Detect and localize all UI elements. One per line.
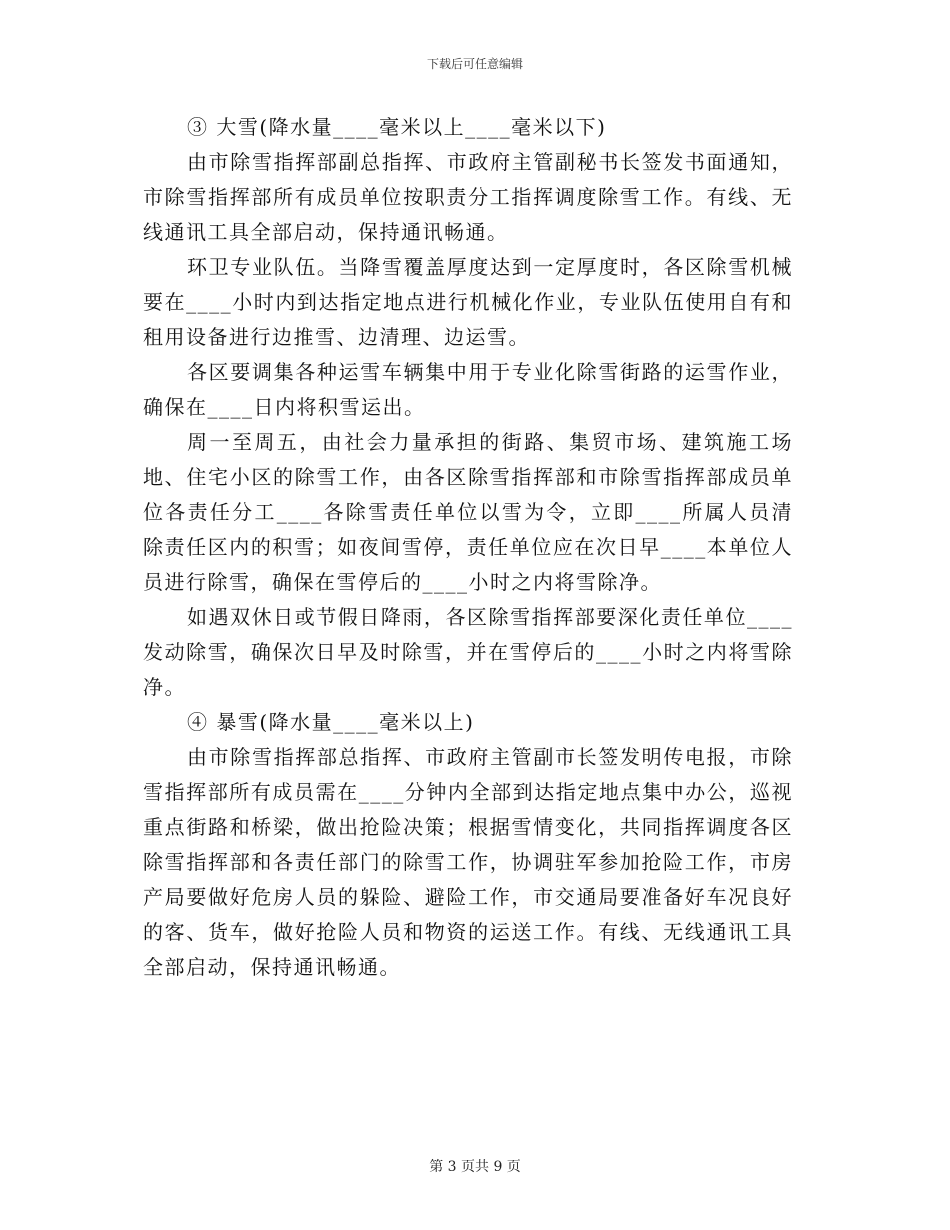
paragraph: 周一至周五，由社会力量承担的街路、集贸市场、建筑施工场地、住宅小区的除雪工作，由各区除雪指挥部和市除雪指挥部成员单位各责任分工____各除雪责任单位以雪为令，立即____所属人员清除责任区内的积雪；如夜间雪停，责任单位应在次日早____本单位人员进行除雪，确保在雪停后的____小时之内将雪除净。	[143, 430, 793, 594]
page-header: 下载后可任意编辑	[426, 57, 523, 71]
paragraph: 由市除雪指挥部总指挥、市政府主管副市长签发明传电报，市除雪指挥部所有成员需在____分钟内全部到达指定地点集中办公，巡视重点街路和桥梁，做出抢险决策；根据雪情变化，共同指挥调度各区除雪指挥部和各责任部门的除雪工作，协调驻军参加抢险工作，市房产局要做好危房人员的躲险、避险工作，市交通局要准备好车况良好的客、货车，做好抢险人员和物资的运送工作。有线、无线通讯工具全部启动，保持通讯畅通。	[143, 745, 793, 979]
paragraph: 各区要调集各种运雪车辆集中用于专业化除雪街路的运雪作业，确保在____日内将积雪运出。	[143, 360, 793, 419]
section-heading-heavy-snow: ③ 大雪(降水量____毫米以上____毫米以下)	[187, 115, 607, 139]
document-body	[143, 110, 793, 985]
section-heading-blizzard: ④ 暴雪(降水量____毫米以上)	[187, 710, 475, 734]
paragraph: 由市除雪指挥部副总指挥、市政府主管副秘书长签发书面通知，市除雪指挥部所有成员单位按职责分工指挥调度除雪工作。有线、无线通讯工具全部启动，保持通讯畅通。	[143, 150, 793, 244]
page-number: 第 3 页共 9 页	[429, 1159, 521, 1175]
paragraph: 如遇双休日或节假日降雨，各区除雪指挥部要深化责任单位____发动除雪，确保次日早及时除雪，并在雪停后的____小时之内将雪除净。	[143, 605, 793, 699]
paragraph: 环卫专业队伍。当降雪覆盖厚度达到一定厚度时，各区除雪机械要在____小时内到达指定地点进行机械化作业，专业队伍使用自有和租用设备进行边推雪、边清理、边运雪。	[143, 255, 793, 349]
